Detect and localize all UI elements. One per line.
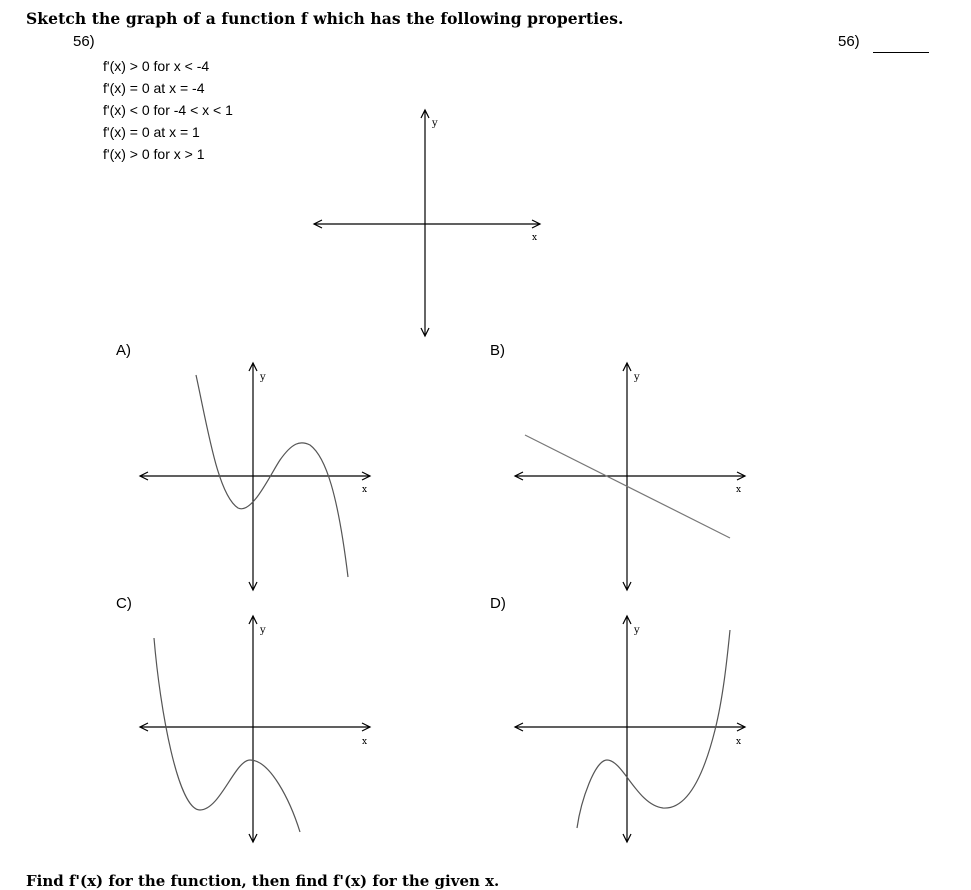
choice-c-label[interactable]: C) (116, 595, 132, 612)
curve (577, 630, 730, 828)
y-axis-label: y (432, 118, 438, 129)
choice-d-graph[interactable] (505, 610, 755, 850)
x-axis-label: x (362, 485, 368, 495)
choice-d-label[interactable]: D) (490, 595, 506, 612)
y-axis-label: y (634, 372, 640, 383)
property-item: f'(x) > 0 for x > 1 (103, 146, 205, 162)
property-list (103, 55, 233, 165)
problem-instruction: Sketch the graph of a function f which has the following properties. (26, 9, 624, 28)
property-item: f'(x) = 0 at x = 1 (103, 124, 200, 140)
choice-b-graph[interactable] (505, 355, 755, 600)
curve (154, 638, 300, 832)
next-problem-text: Find f'(x) for the function, then find f'(x) for the given x. (26, 872, 500, 890)
choice-a-label[interactable]: A) (116, 342, 131, 359)
y-axis-label: y (260, 625, 266, 636)
y-axis-label: y (260, 372, 266, 383)
choice-b-label[interactable]: B) (490, 342, 505, 359)
x-axis-label: x (736, 485, 742, 495)
answer-blank[interactable] (873, 52, 929, 53)
answer-number: 56) (838, 33, 860, 50)
choice-a-graph[interactable] (130, 355, 380, 600)
choice-c-graph[interactable] (130, 610, 380, 850)
x-axis-label: x (736, 737, 742, 747)
question-number: 56) (73, 33, 95, 50)
property-item: f'(x) = 0 at x = -4 (103, 80, 205, 96)
blank-axes (300, 100, 560, 350)
property-item: f'(x) < 0 for -4 < x < 1 (103, 102, 233, 118)
property-item: f'(x) > 0 for x < -4 (103, 58, 210, 74)
x-axis-label: x (532, 233, 538, 243)
x-axis-label: x (362, 737, 368, 747)
y-axis-label: y (634, 625, 640, 636)
